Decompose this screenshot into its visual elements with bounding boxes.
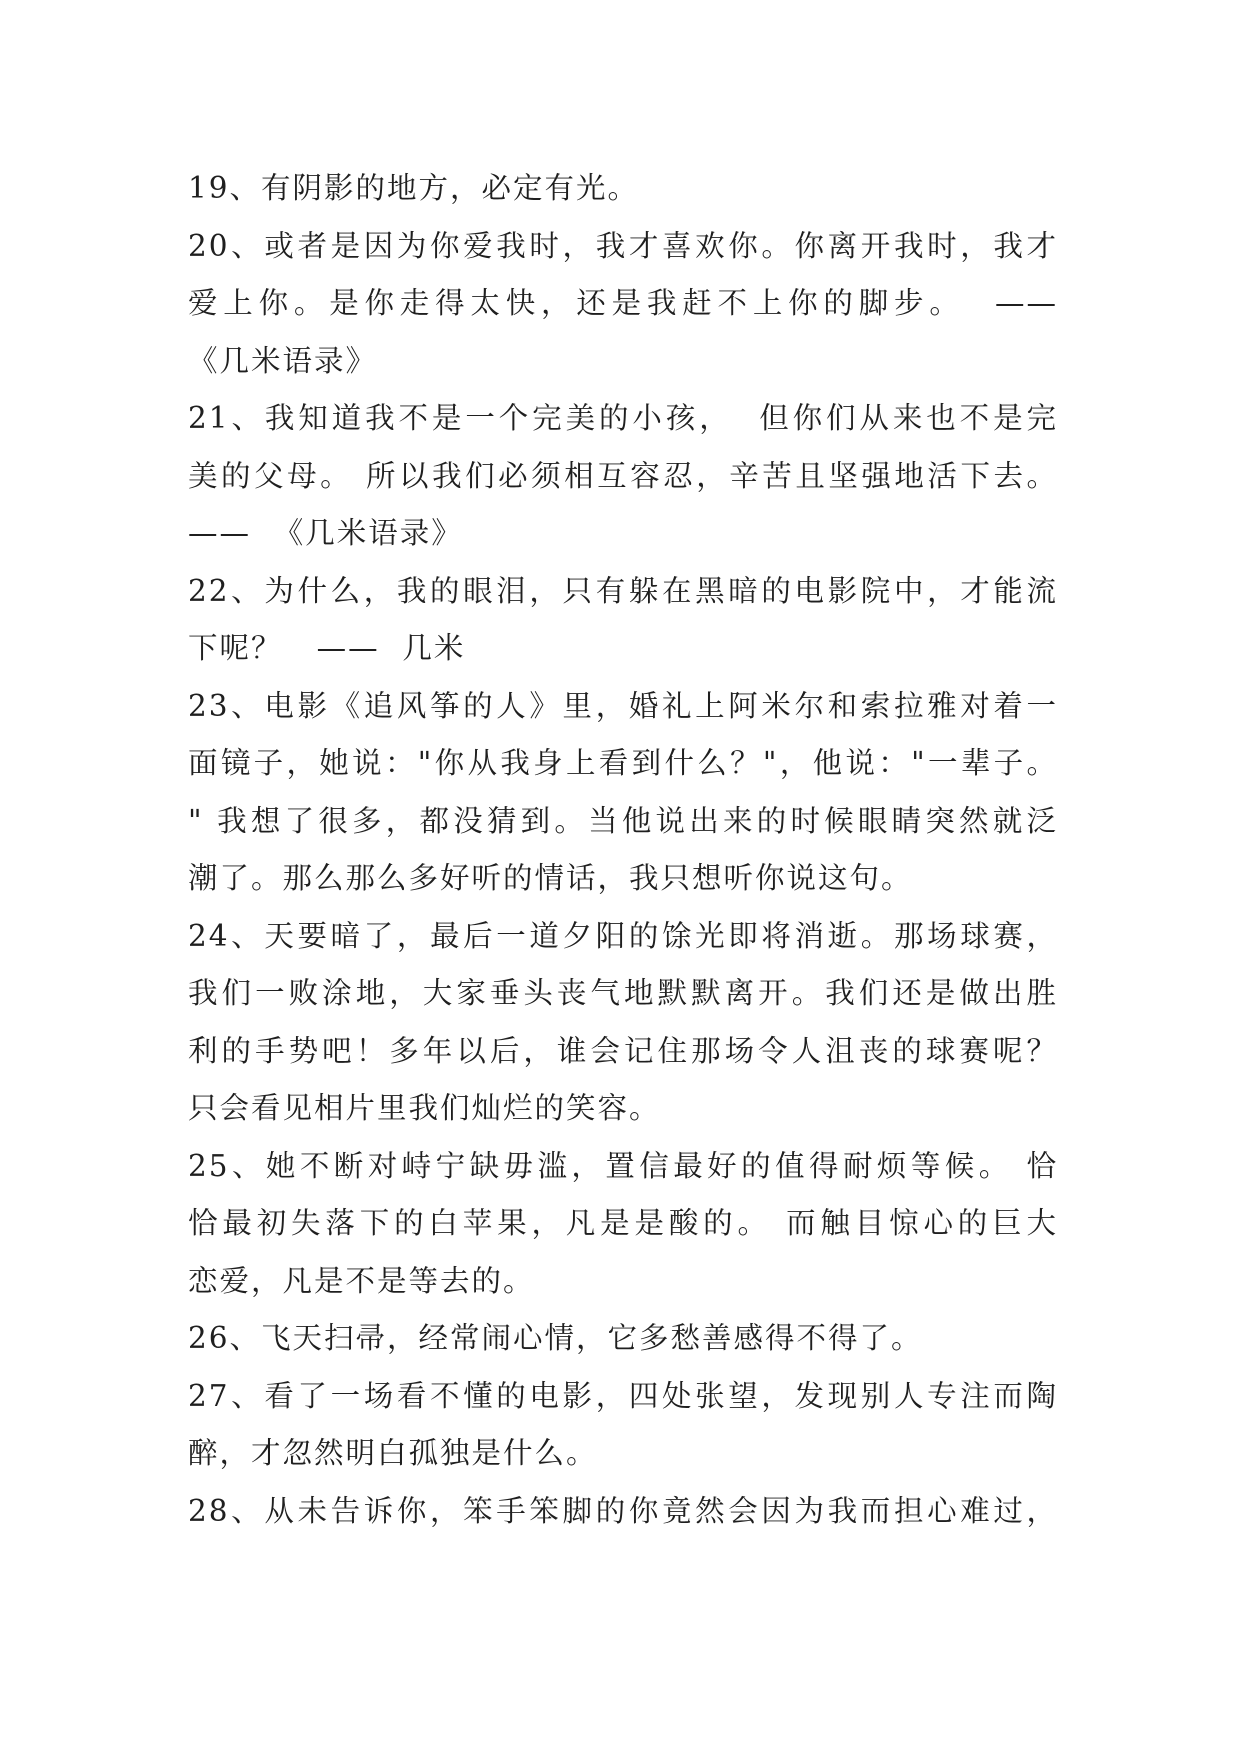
text-line: 我们一败涂地，大家垂头丧气地默默离开。我们还是做出胜 [188, 976, 1058, 1010]
text-line: 美的父母。 所以我们必须相互容忍，辛苦且坚强地活下去。 [188, 458, 1058, 493]
text-line: 潮了。那么那么多好听的情话，我只想听你说这句。 [188, 861, 913, 895]
text-line: 19、有阴影的地方，必定有光。 [188, 171, 640, 205]
text-line: " 我想了很多，都没猜到。当他说出来的时候眼睛突然就泛 [188, 803, 1058, 838]
text-line: 20、或者是因为你爱我时，我才喜欢你。你离开我时，我才 [188, 228, 1058, 263]
text-line: 26、飞天扫帚，经常闹心情，它多愁善感得不得了。 [188, 1321, 923, 1355]
text-line: 只会看见相片里我们灿烂的笑容。 [188, 1091, 661, 1125]
text-line: 恋爱，凡是不是等去的。 [188, 1263, 535, 1298]
text-line: 下呢？ —— 几米 [188, 631, 466, 665]
text-line: 《几米语录》 [188, 343, 378, 378]
text-line: 24、天要暗了，最后一道夕阳的馀光即将消逝。那场球赛， [188, 918, 1058, 953]
text-line: —— 《几米语录》 [188, 516, 463, 550]
document-body [188, 160, 1058, 1540]
text-line: 22、为什么，我的眼泪，只有躲在黑暗的电影院中，才能流 [188, 573, 1058, 608]
text-line: 25、她不断对峙宁缺毋滥，置信最好的值得耐烦等候。 恰 [188, 1148, 1058, 1183]
text-line: 面镜子，她说："你从我身上看到什么？"，他说："一辈子。 [188, 746, 1058, 780]
text-line: 28、从未告诉你，笨手笨脚的你竟然会因为我而担心难过， [188, 1493, 1058, 1528]
text-line: 醉，才忽然明白孤独是什么。 [188, 1436, 598, 1470]
text-line: 21、我知道我不是一个完美的小孩， 但你们从来也不是完 [188, 401, 1058, 435]
text-line: 27、看了一场看不懂的电影，四处张望，发现别人专注而陶 [188, 1378, 1058, 1413]
text-line: 恰最初失落下的白苹果，凡是是酸的。 而触目惊心的巨大 [188, 1206, 1058, 1240]
text-line: 利的手势吧！多年以后，谁会记住那场令人沮丧的球赛呢？ [188, 1033, 1058, 1068]
text-line: 23、电影《追风筝的人》里，婚礼上阿米尔和索拉雅对着一 [188, 688, 1058, 723]
text-line: 爱上你。是你走得太快，还是我赶不上你的脚步。 —— [188, 286, 1058, 320]
